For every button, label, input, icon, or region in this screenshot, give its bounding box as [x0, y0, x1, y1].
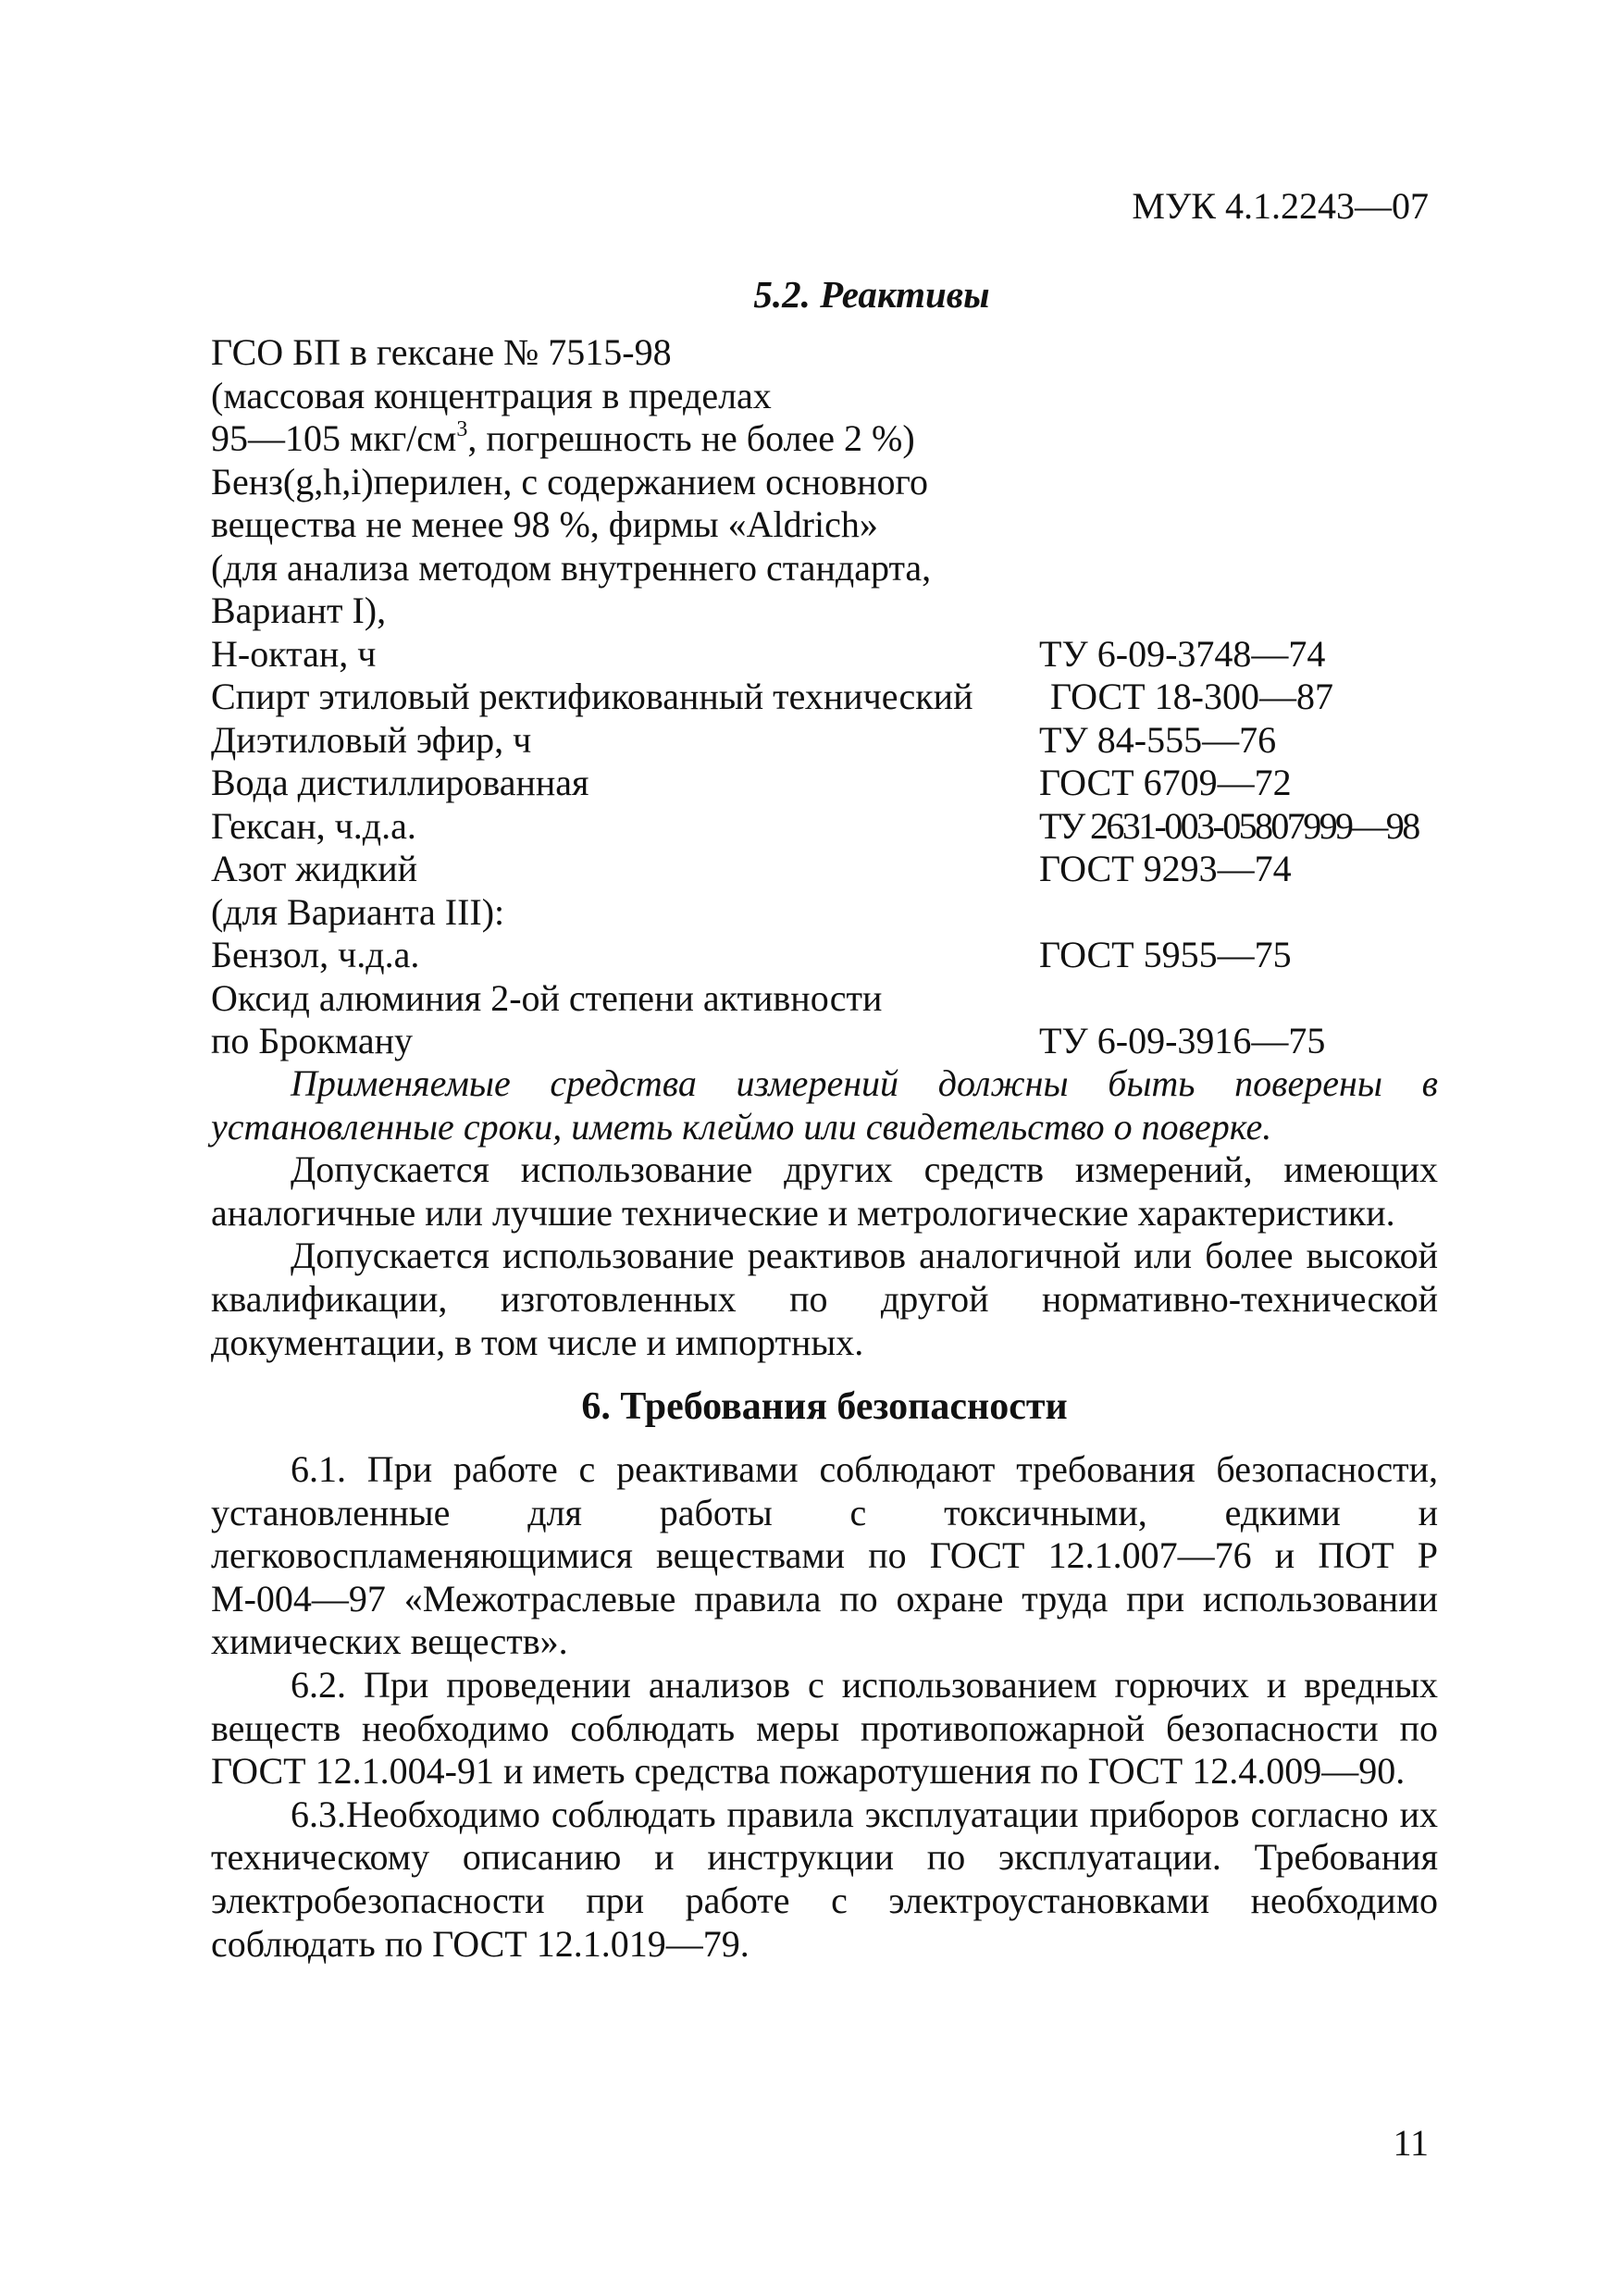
paragraph-other-instruments: Допускается использование других средств измерений, имеющих аналогичные или лучшие технические и метрологические характеристики.	[211, 1148, 1438, 1234]
superscript: 3	[456, 417, 468, 441]
page-number: 11	[1393, 2122, 1429, 2164]
reagent-standard: ГОСТ 6709—72	[1039, 762, 1292, 803]
reagent-name: (для Варианта III):	[211, 890, 505, 933]
reagent-name: Спирт этиловый ректификованный технический	[211, 676, 973, 717]
reagent-standard: ГОСТ 9293—74	[1039, 848, 1292, 889]
reagent-name: по Брокману	[211, 1020, 414, 1061]
paragraph-6-2: 6.2. При проведении анализов с использованием горючих и вредных веществ необходимо соблюдать меры противопожарной безопасности по ГОСТ 12.1.004-91 и иметь средства пожаротушения по ГОСТ 12.4.009—90.	[211, 1663, 1438, 1793]
reagent-name: Гексан, ч.д.а.	[211, 804, 416, 847]
reagent-row	[211, 934, 1451, 977]
reagent-standard	[1039, 977, 1451, 1021]
reagent-intro-line: (для анализа методом внутреннего стандарта,	[211, 546, 932, 589]
reagent-row	[211, 1020, 1451, 1063]
reagent-name: Н-октан, ч	[211, 632, 377, 675]
reagents-intro	[211, 331, 931, 633]
section-5-2-notes	[211, 1062, 1438, 1364]
paragraph-other-reagents: Допускается использование реактивов аналогичной или более высокой квалификации, изготовленных по другой нормативно-технической документации, в том числе и импортных.	[211, 1235, 1438, 1363]
paragraph-6-1: 6.1. При работе с реактивами соблюдают требования безопасности, установленные для работы с токсичными, едкими и легковоспламеняющимися веществами по ГОСТ 12.1.007—76 и ПОТ Р М-004—97 «Межотраслевые правила по охране труда при использовании химических веществ».	[211, 1448, 1438, 1663]
concentration-value: 95—105 мкг/см	[211, 417, 457, 459]
paragraph-6-3: 6.3.Необходимо соблюдать правила эксплуатации приборов согласно их техническому описанию и инструкции по эксплуатации. Требования электробезопасности при работе с электроустановками необходимо соблюдать по ГОСТ 12.1.019—79.	[211, 1793, 1438, 1965]
reagent-name: Оксид алюминия 2-ой степени активности	[211, 976, 883, 1019]
section-5-2-heading: 5.2. Реактивы	[753, 273, 990, 316]
reagent-intro-line: ГСО БП в гексане № 7515-98	[211, 331, 672, 373]
reagent-row	[211, 719, 1451, 763]
reagent-row	[211, 762, 1451, 805]
reagent-name: Вода дистиллированная	[211, 762, 589, 803]
reagent-name: Диэтиловый эфир, ч	[211, 718, 532, 761]
reagent-name: Бензол, ч.д.а.	[211, 934, 420, 975]
reagent-standard: ТУ 84-555—76	[1039, 718, 1277, 761]
section-6-body	[211, 1448, 1438, 1966]
reagent-row	[211, 633, 1451, 676]
reagent-intro-line: (массовая концентрация в пределах	[211, 374, 772, 416]
verification-note: Применяемые средства измерений должны быть поверены в установленные сроки, иметь клеймо или свидетельство о поверке.	[211, 1062, 1438, 1148]
reagent-row	[211, 891, 1451, 935]
reagent-row	[211, 676, 1451, 719]
reagent-standard	[1039, 891, 1451, 935]
reagent-row	[211, 848, 1451, 891]
reagent-intro-line: Бенз(g,h,i)перилен, с содержанием основного	[211, 460, 928, 503]
reagent-intro-line: вещества не менее 98 %, фирмы «Aldrich»	[211, 503, 878, 545]
reagent-standard: ГОСТ 5955—75	[1039, 934, 1292, 975]
reagent-standard: ТУ 6-09-3748—74	[1039, 632, 1326, 675]
reagent-row	[211, 977, 1451, 1021]
reagent-standard: ТУ 6-09-3916—75	[1039, 1020, 1326, 1061]
reagent-intro-line: Вариант I),	[211, 590, 387, 631]
section-6-heading: 6. Требования безопасности	[581, 1385, 1068, 1428]
reagent-row	[211, 805, 1451, 849]
concentration-line	[211, 417, 931, 461]
reagent-standard: ГОСТ 18-300—87	[1050, 676, 1333, 717]
reagents-list	[211, 633, 1451, 1063]
reagent-standard: ТУ 2631-003-05807999—98	[1039, 804, 1419, 847]
document-code: МУК 4.1.2243—07	[1132, 185, 1429, 227]
reagent-name: Азот жидкий	[211, 848, 418, 889]
concentration-tail: , погрешность не более 2 %)	[467, 417, 915, 459]
